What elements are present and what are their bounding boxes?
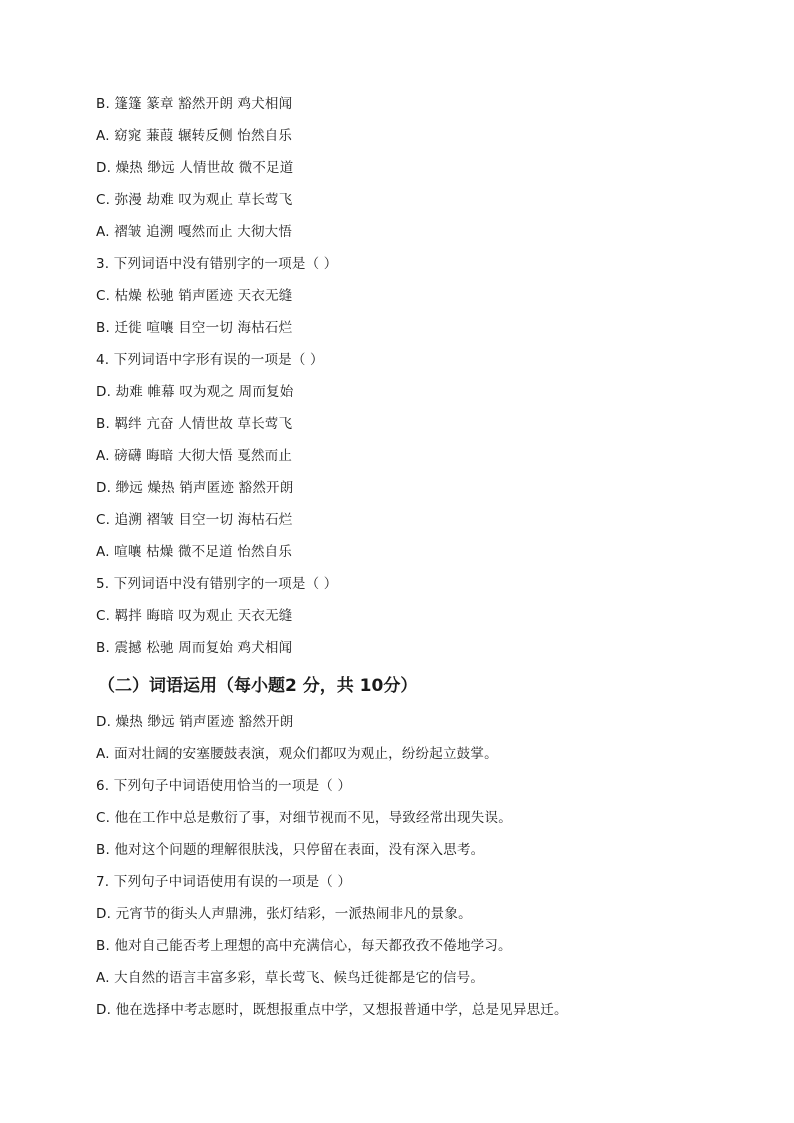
text-line: D. 燥热 缈远 销声匿迹 豁然开朗 xyxy=(96,714,294,730)
text-line: A. 面对壮阔的安塞腰鼓表演，观众们都叹为观止，纷纷起立鼓掌。 xyxy=(96,746,498,762)
text-line: A. 磅礴 晦暗 大彻大悟 戛然而止 xyxy=(96,448,293,464)
question-line: 3. 下列词语中没有错别字的一项是（ ） xyxy=(96,256,338,272)
text-line: C. 追溯 褶皱 目空一切 海枯石烂 xyxy=(96,512,293,528)
text-line: B. 他对自己能否考上理想的高中充满信心，每天都孜孜不倦地学习。 xyxy=(96,938,512,954)
text-line: C. 他在工作中总是敷衍了事，对细节视而不见，导致经常出现失误。 xyxy=(96,810,512,826)
text-line: D. 他在选择中考志愿时，既想报重点中学，又想报普通中学，总是见异思迁。 xyxy=(96,1002,568,1018)
text-line: D. 燥热 缈远 人情世故 微不足道 xyxy=(96,160,294,176)
document-page xyxy=(96,88,736,1026)
section-heading: （二）词语运用（每小题2 分，共 10分） xyxy=(98,676,418,696)
text-line: C. 弥漫 劫难 叹为观止 草长莺飞 xyxy=(96,192,293,208)
text-line: A. 大自然的语言丰富多彩，草长莺飞、候鸟迁徙都是它的信号。 xyxy=(96,970,485,986)
text-line: B. 篷篷 篆章 豁然开朗 鸡犬相闻 xyxy=(96,96,293,112)
question-line: 6. 下列句子中词语使用恰当的一项是（ ） xyxy=(96,778,352,794)
text-line: B. 迁徙 喧嚷 目空一切 海枯石烂 xyxy=(96,320,293,336)
text-line: B. 震撼 松驰 周而复始 鸡犬相闻 xyxy=(96,640,293,656)
text-line: A. 褶皱 追溯 嘎然而止 大彻大悟 xyxy=(96,224,293,240)
question-line: 4. 下列词语中字形有误的一项是（ ） xyxy=(96,352,324,368)
text-line: D. 元宵节的街头人声鼎沸，张灯结彩，一派热闹非凡的景象。 xyxy=(96,906,472,922)
text-line: A. 窈窕 蒹葭 辗转反侧 怡然自乐 xyxy=(96,128,293,144)
text-line: D. 劫难 帷幕 叹为观之 周而复始 xyxy=(96,384,294,400)
text-line: B. 羁绊 亢奋 人情世故 草长莺飞 xyxy=(96,416,293,432)
question-line: 5. 下列词语中没有错别字的一项是（ ） xyxy=(96,576,338,592)
text-line: C. 枯燥 松驰 销声匿迹 天衣无缝 xyxy=(96,288,293,304)
text-line: B. 他对这个问题的理解很肤浅，只停留在表面，没有深入思考。 xyxy=(96,842,485,858)
text-line: D. 缈远 燥热 销声匿迹 豁然开朗 xyxy=(96,480,294,496)
text-line: C. 羁拌 晦暗 叹为观止 天衣无缝 xyxy=(96,608,293,624)
question-line: 7. 下列句子中词语使用有误的一项是（ ） xyxy=(96,874,352,890)
text-line: A. 喧嚷 枯燥 微不足道 怡然自乐 xyxy=(96,544,293,560)
